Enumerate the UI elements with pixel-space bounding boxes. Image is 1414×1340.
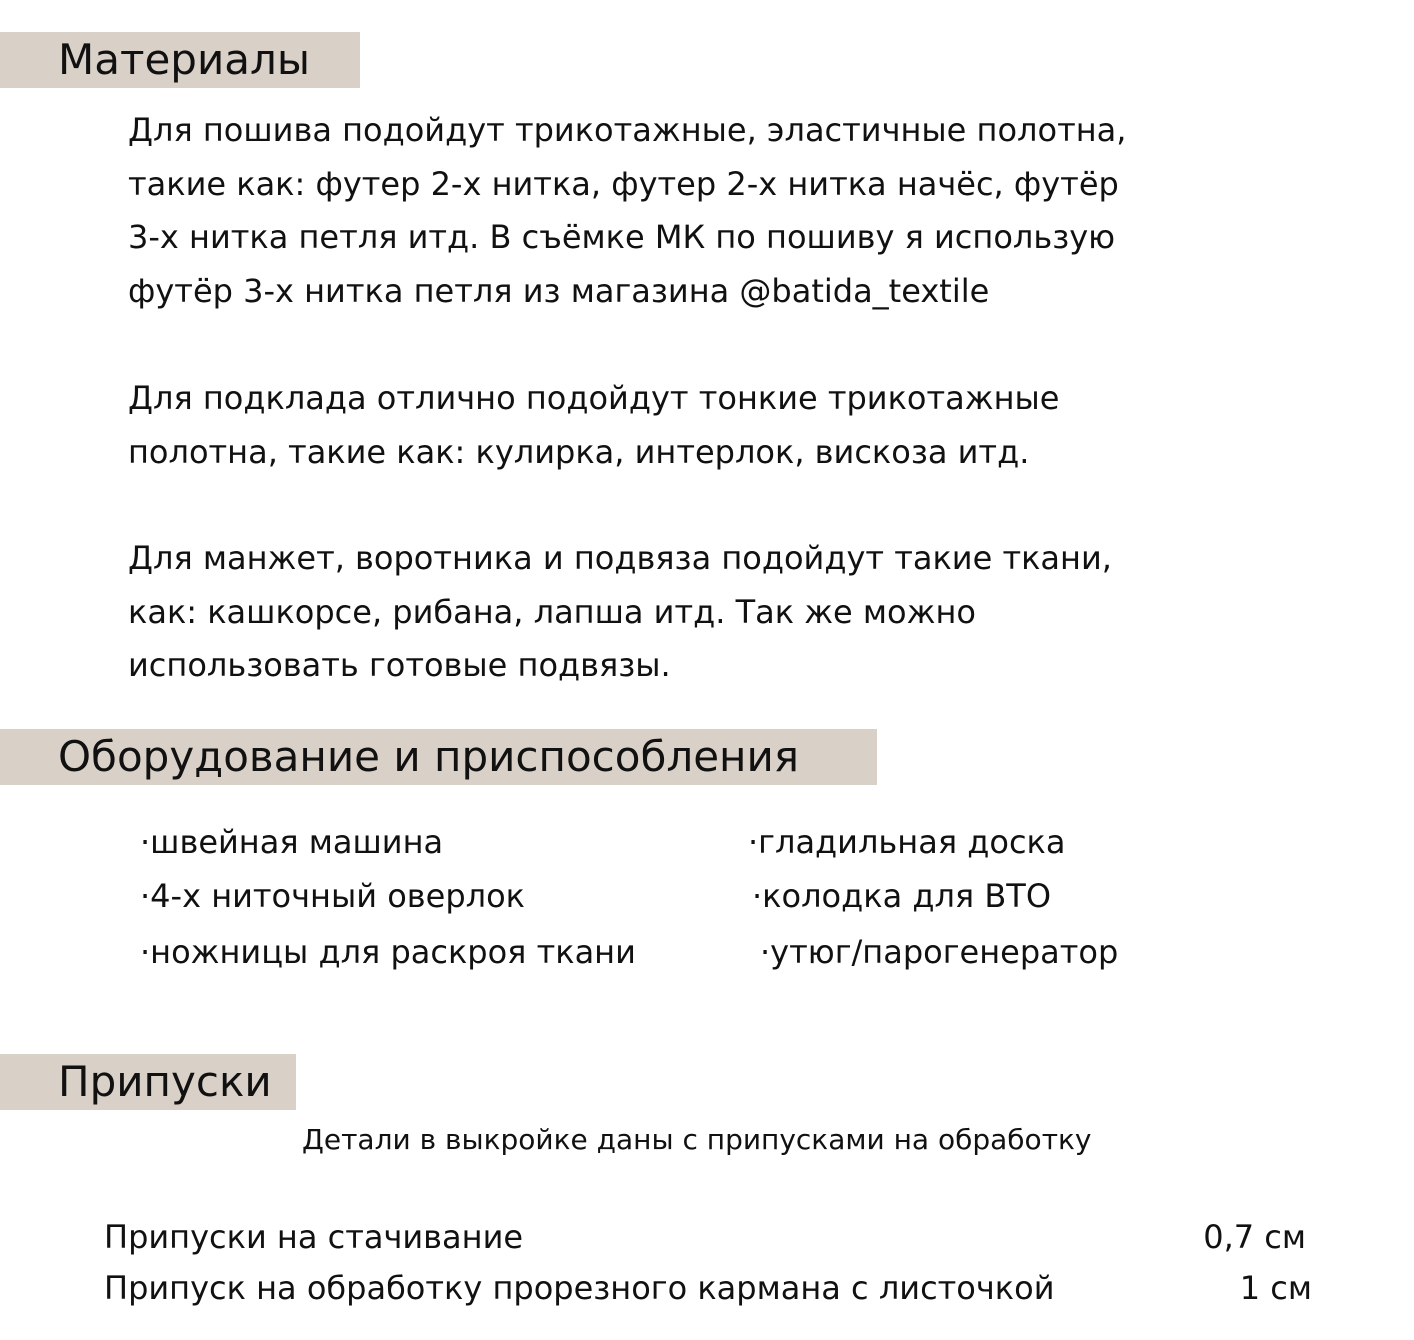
list-item: ·колодка для ВТО bbox=[752, 877, 1052, 915]
allowance-label-pocket: Припуск на обработку прорезного кармана с листочкой bbox=[104, 1269, 1055, 1307]
materials-paragraph-cuffs: Для манжет, воротника и подвяза подойдут такие ткани, как: кашкорсе, рибана, лапша итд. Так же можно использовать готовые подвязы. bbox=[128, 539, 1112, 684]
list-item: ·гладильная доска bbox=[748, 823, 1066, 861]
materials-heading: Материалы bbox=[0, 32, 360, 88]
list-item: ·4-х ниточный оверлок bbox=[140, 877, 525, 915]
equipment-heading: Оборудование и приспособления bbox=[0, 729, 877, 785]
list-item: ·ножницы для раскроя ткани bbox=[140, 933, 636, 971]
allowance-value-seaming: 0,7 см bbox=[1203, 1218, 1306, 1256]
allowance-label-seaming: Припуски на стачивание bbox=[104, 1218, 524, 1256]
allowances-note: Детали в выкройке даны с припусками на обработку bbox=[302, 1123, 1092, 1156]
allowances-heading: Припуски bbox=[0, 1054, 296, 1110]
list-item: ·утюг/парогенератор bbox=[760, 933, 1119, 971]
materials-paragraph-fabric: Для пошива подойдут трикотажные, эластичные полотна, такие как: футер 2-х нитка, футер 2-х нитка начёс, футёр 3-х нитка петля итд. В съёмке МК по пошиву я использую футёр 3-х нитка петля из магазина @batida_textile bbox=[128, 111, 1127, 310]
materials-paragraph-lining: Для подклада отлично подойдут тонкие трикотажные полотна, такие как: кулирка, интерлок, вискоза итд. bbox=[128, 379, 1060, 471]
list-item: ·швейная машина bbox=[140, 823, 444, 861]
allowance-value-pocket: 1 см bbox=[1239, 1269, 1312, 1307]
